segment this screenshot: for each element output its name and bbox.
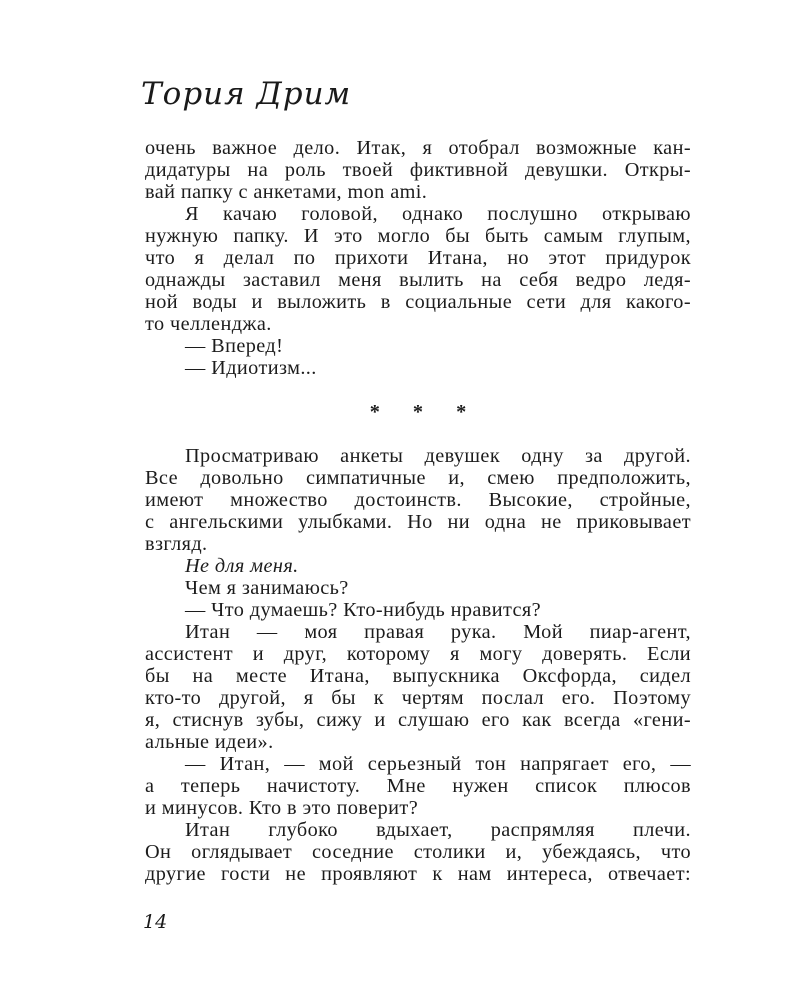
text-line: бы на месте Итана, выпускника Оксфорда, сидел (145, 665, 691, 687)
text-line: однажды заставил меня вылить на себя ведро ледя- (145, 269, 691, 291)
text-line: Итан — моя правая рука. Мой пиар-агент, (185, 621, 691, 643)
dialogue-line: — Что думаешь? Кто-нибудь нравится? (185, 599, 542, 621)
text-line: кто-то другой, я бы к чертям послал его. Поэтому (145, 687, 691, 709)
text-line: Чем я занимаюсь? (185, 577, 349, 599)
dialogue-line: — Идиотизм... (185, 357, 317, 379)
spacer (145, 379, 691, 401)
spacer (145, 423, 691, 445)
text-line: Он оглядывает соседние столики и, убеждаясь, что (145, 841, 691, 863)
text-line: взгляд. (145, 533, 208, 555)
text-line: нужную папку. И это могло бы быть самым глупым, (145, 225, 691, 247)
italic-line: Не для меня. (185, 555, 299, 577)
body-text (145, 137, 691, 885)
page-number: 14 (143, 911, 168, 933)
dialogue-line: — Вперед! (185, 335, 284, 357)
scene-break: * * * (369, 401, 481, 423)
text-line: другие гости не проявляют к нам интереса, отвечает: (145, 863, 691, 885)
dialogue-line: — Итан, — мой серьезный тон напрягает его, — (185, 753, 691, 775)
text-line: Просматриваю анкеты девушек одну за другой. (185, 445, 691, 467)
text-line: что я делал по прихоти Итана, но этот придурок (145, 247, 691, 269)
text-line: ной воды и выложить в социальные сети для какого- (145, 291, 691, 313)
text-line: Итан глубоко вдыхает, распрямляя плечи. (185, 819, 691, 841)
text-line: дидатуры на роль твоей фиктивной девушки. Откры- (145, 159, 691, 181)
text-line: я, стиснув зубы, сижу и слушаю его как всегда «гени- (145, 709, 691, 731)
text-line: а теперь начистоту. Мне нужен список плюсов (145, 775, 691, 797)
text-line: Я качаю головой, однако послушно открываю (185, 203, 691, 225)
text-line: альные идеи». (145, 731, 274, 753)
text-line: то челленджа. (145, 313, 272, 335)
text-line: с ангельскими улыбками. Но ни одна не приковывает (145, 511, 691, 533)
text-line: Все довольно симпатичные и, смею предположить, (145, 467, 691, 489)
text-line: ассистент и друг, которому я могу доверять. Если (145, 643, 691, 665)
text-line: и минусов. Кто в это поверит? (145, 797, 419, 819)
running-head-author: Тория Дрим (141, 76, 352, 112)
text-line: очень важное дело. Итак, я отобрал возможные кан- (145, 137, 691, 159)
text-line: вай папку с анкетами, mon ami. (145, 181, 428, 203)
text-line: имеют множество достоинств. Высокие, стройные, (145, 489, 691, 511)
